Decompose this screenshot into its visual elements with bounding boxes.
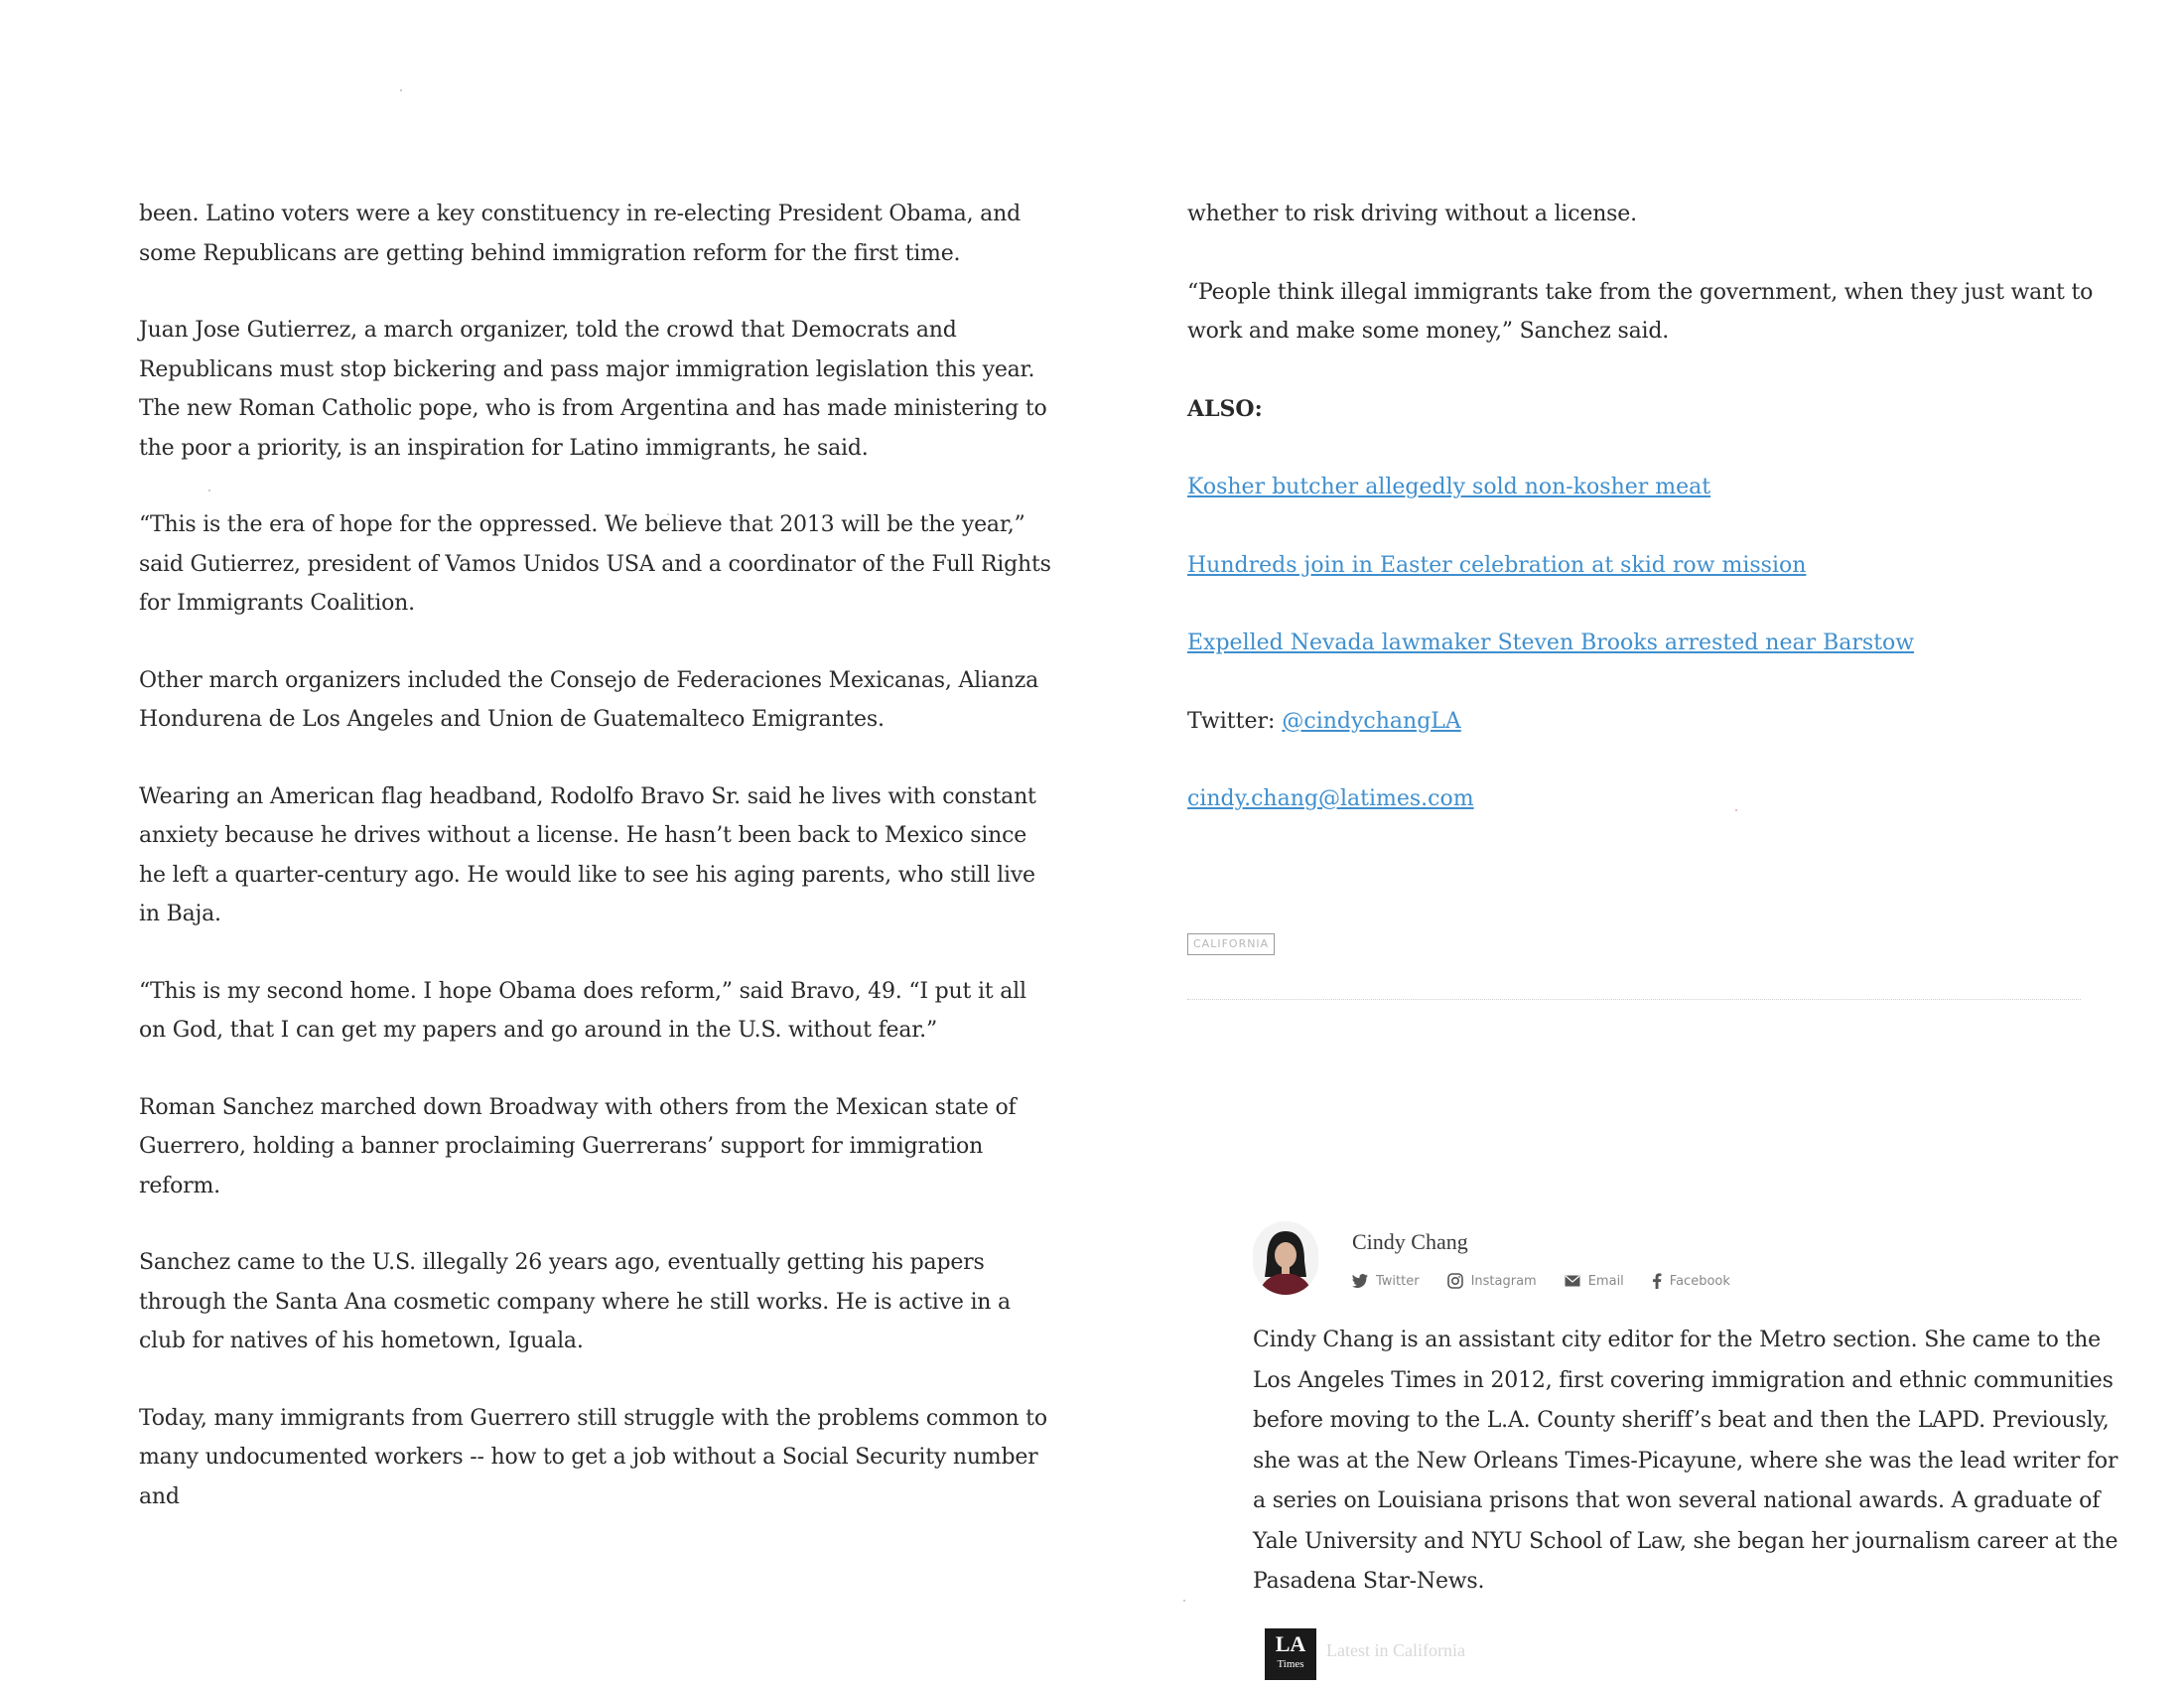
scan-speck bbox=[400, 89, 402, 91]
section-tag[interactable]: CALIFORNIA bbox=[1187, 933, 1275, 955]
instagram-label: Instagram bbox=[1470, 1273, 1537, 1289]
author-name[interactable]: Cindy Chang bbox=[1352, 1229, 1468, 1254]
article-paragraph: “This is the era of hope for the oppressed. We believe that 2013 will be the year,” said Gutierrez, president of Vamos Unidos USA and a coordinator of the Full Rights for Immigrants Coalition. bbox=[139, 512, 1051, 616]
twitter-icon bbox=[1352, 1274, 1368, 1288]
author-instagram-link[interactable] bbox=[1447, 1273, 1537, 1289]
twitter-label: Twitter: bbox=[1187, 708, 1276, 734]
author-social-links bbox=[1352, 1273, 1758, 1289]
article-paragraph: “People think illegal immigrants take from the government, when they just want to work and make some money,” Sanchez said. bbox=[1187, 279, 2094, 344]
latest-in-california-link[interactable]: Latest in California bbox=[1326, 1640, 1465, 1660]
author-bio: Cindy Chang is an assistant city editor for the Metro section. She came to the Los Angeles Times in 2012, first covering immigration and ethnic communities before moving to the L.A. County sheriff’s beat and then the LAPD. Previously, she was at the New Orleans Times-Picayune, where she was the lead writer for a series on Louisiana prisons that won several national awards. A graduate of Yale University and NYU School of Law, she began her journalism career at the Pasadena Star-News. bbox=[1253, 1328, 2118, 1594]
related-link[interactable]: Hundreds join in Easter celebration at skid row mission bbox=[1187, 552, 1807, 578]
article-paragraph: been. Latino voters were a key constituency in re-electing President Obama, and some Republicans are getting behind immigration reform for the first time. bbox=[139, 202, 1021, 266]
article-paragraph: Juan Jose Gutierrez, a march organizer, told the crowd that Democrats and Republicans must stop bickering and pass major immigration legislation this year. The new Roman Catholic pope, who is from Argentina and has made ministering to the poor a priority, is an inspiration for Latino immigrants, he said. bbox=[139, 318, 1047, 461]
scan-speck bbox=[1183, 1600, 1185, 1602]
twitter-label: Twitter bbox=[1376, 1273, 1420, 1289]
also-heading: ALSO: bbox=[1187, 395, 1263, 422]
email-line bbox=[1187, 779, 2101, 819]
twitter-line bbox=[1187, 702, 2101, 742]
article-paragraph: “This is my second home. I hope Obama does reform,” said Bravo, 49. “I put it all on God, that I can get my papers and go around in the U.S. without fear.” bbox=[139, 978, 1026, 1043]
article-paragraph: whether to risk driving without a license. bbox=[1187, 202, 1637, 226]
section-divider bbox=[1187, 999, 2081, 1000]
twitter-handle-link[interactable]: @cindychangLA bbox=[1282, 708, 1461, 734]
article-paragraph: Wearing an American flag headband, Rodolfo Bravo Sr. said he lives with constant anxiety because he drives without a license. He hasn’t been back to Mexico since he left a quarter-century ago. He would like to see his aging parents, who still live in Baja. bbox=[139, 783, 1036, 926]
author-email-link[interactable]: cindy.chang@latimes.com bbox=[1187, 786, 1474, 811]
logo-text-la: LA bbox=[1275, 1631, 1306, 1656]
article-paragraph: Sanchez came to the U.S. illegally 26 years ago, eventually getting his papers through the Santa Ana cosmetic company where he still works. He is active in a club for natives of his hometown, Iguala. bbox=[139, 1250, 1011, 1353]
author-facebook-link[interactable] bbox=[1652, 1273, 1730, 1289]
email-icon bbox=[1565, 1275, 1580, 1287]
avatar bbox=[1253, 1221, 1318, 1295]
article-paragraph: Other march organizers included the Consejo de Federaciones Mexicanas, Alianza Hondurena de Los Angeles and Union de Guatemalteco Emigrantes. bbox=[139, 667, 1039, 732]
facebook-label: Facebook bbox=[1669, 1273, 1730, 1289]
logo-text-times: Times bbox=[1277, 1658, 1304, 1670]
related-link-item bbox=[1187, 546, 2101, 586]
article-right-column bbox=[1187, 195, 2101, 858]
facebook-icon bbox=[1652, 1273, 1662, 1289]
la-times-logo[interactable] bbox=[1265, 1628, 1316, 1680]
avatar-image bbox=[1253, 1221, 1318, 1295]
email-label: Email bbox=[1587, 1273, 1624, 1289]
author-email-button[interactable] bbox=[1565, 1274, 1624, 1289]
related-link[interactable]: Kosher butcher allegedly sold non-kosher meat bbox=[1187, 475, 1711, 499]
article-paragraph: Today, many immigrants from Guerrero still struggle with the problems common to many undocumented workers -- how to get a job without a Social Security number and bbox=[139, 1405, 1047, 1509]
related-link-item bbox=[1187, 468, 2101, 507]
related-link[interactable]: Expelled Nevada lawmaker Steven Brooks arrested near Barstow bbox=[1187, 631, 1915, 655]
instagram-icon bbox=[1447, 1273, 1463, 1289]
related-link-item bbox=[1187, 624, 2101, 663]
author-twitter-link[interactable] bbox=[1352, 1274, 1420, 1289]
article-left-column bbox=[139, 195, 1052, 1554]
article-paragraph: Roman Sanchez marched down Broadway with others from the Mexican state of Guerrero, holding a banner proclaiming Guerrerans’ support for immigration reform. bbox=[139, 1094, 1017, 1198]
